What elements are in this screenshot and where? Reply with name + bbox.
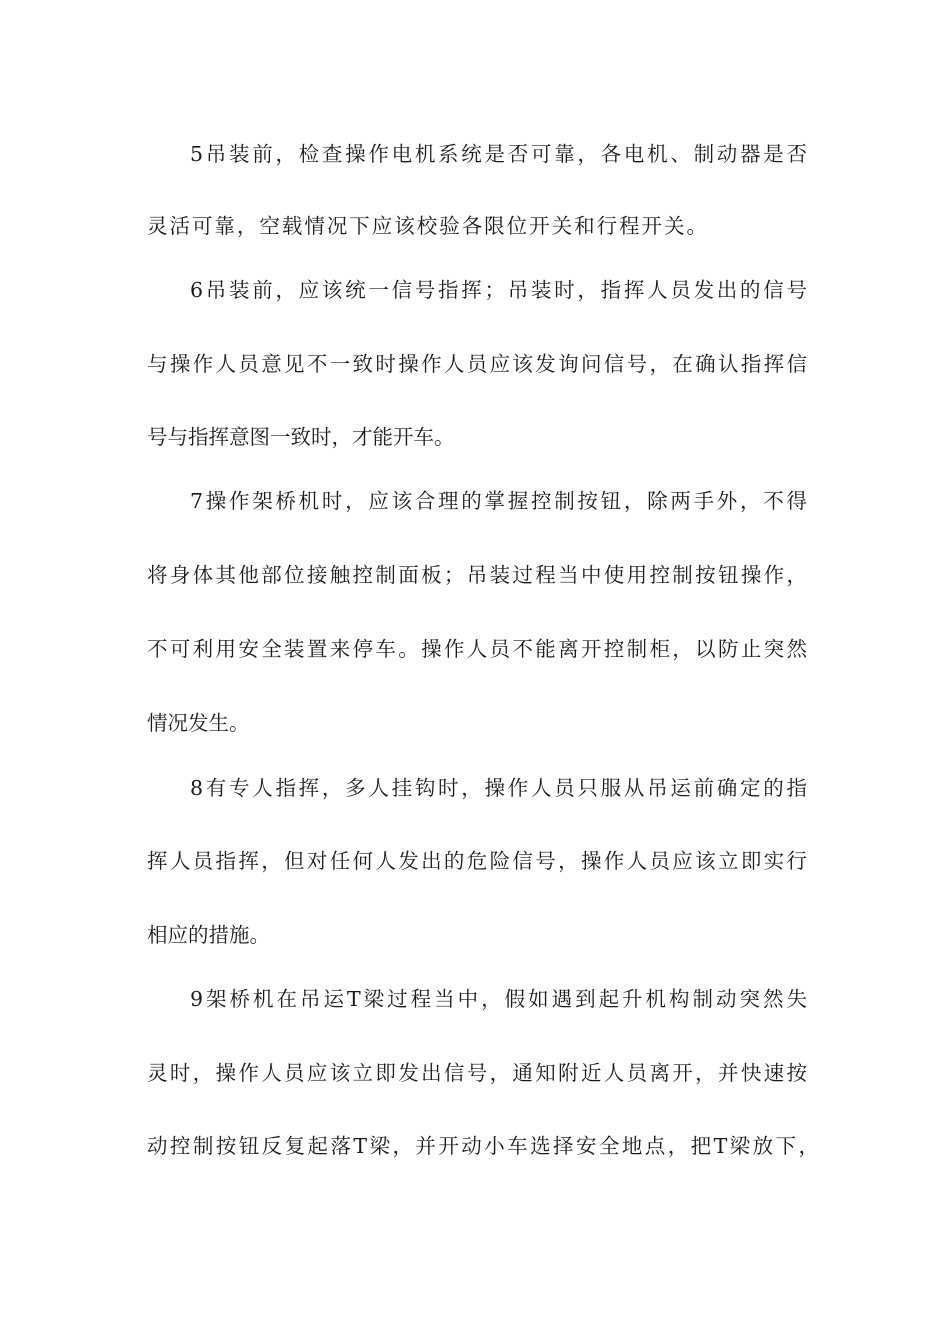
paragraph-6-line-3: 号与指挥意图一致时，才能开车。 bbox=[147, 425, 455, 449]
paragraph-8-line-1: 8有专人指挥，多人挂钩时，操作人员只服从吊运前确定的指 bbox=[190, 776, 807, 800]
paragraph-7-line-1: 7操作架桥机时，应该合理的掌握控制按钮，除两手外，不得 bbox=[190, 489, 807, 513]
paragraph-9-line-3: 动控制按钮反复起落T梁，并开动小车选择安全地点，把T梁放下， bbox=[147, 1134, 819, 1158]
paragraph-7-line-4: 情况发生。 bbox=[147, 711, 250, 735]
paragraph-8-line-3: 相应的措施。 bbox=[147, 923, 270, 947]
paragraph-8-line-2: 挥人员指挥，但对任何人发出的危险信号，操作人员应该立即实行 bbox=[147, 849, 807, 873]
paragraph-7-line-2: 将身体其他部位接触控制面板；吊装过程当中使用控制按钮操作， bbox=[147, 563, 807, 587]
paragraph-9-line-2: 灵时，操作人员应该立即发出信号，通知附近人员离开，并快速按 bbox=[147, 1061, 807, 1085]
paragraph-6-line-2: 与操作人员意见不一致时操作人员应该发询问信号，在确认指挥信 bbox=[147, 352, 807, 376]
paragraph-6-line-1: 6吊装前，应该统一信号指挥；吊装时，指挥人员发出的信号 bbox=[190, 278, 807, 302]
paragraph-7-line-3: 不可利用安全装置来停车。操作人员不能离开控制柜，以防止突然 bbox=[147, 637, 807, 661]
paragraph-9-line-1: 9架桥机在吊运T梁过程当中，假如遇到起升机构制动突然失 bbox=[190, 987, 807, 1011]
paragraph-5-line-1: 5吊装前，检查操作电机系统是否可靠，各电机、制动器是否 bbox=[190, 142, 807, 166]
paragraph-5-line-2: 灵活可靠，空载情况下应该校验各限位开关和行程开关。 bbox=[147, 214, 707, 238]
